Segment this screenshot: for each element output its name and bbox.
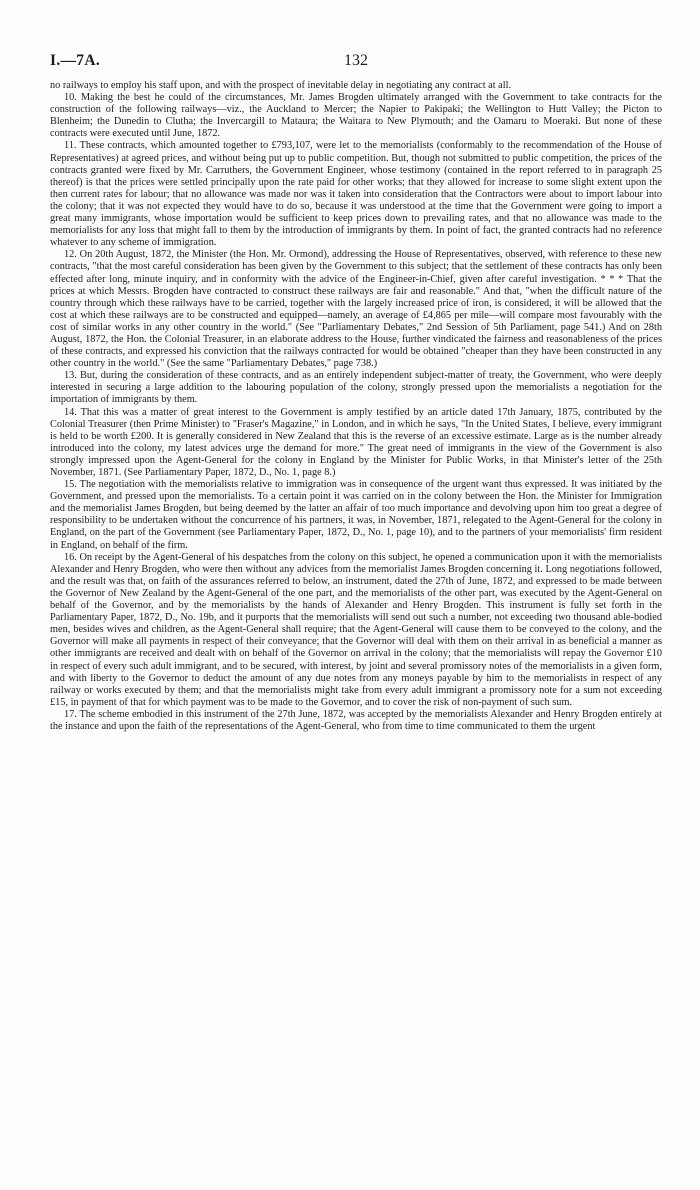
- page-header: [50, 52, 662, 76]
- paragraph-continuation: no railways to employ his staff upon, and with the prospect of inevitable delay in negotiating any contract at all.: [50, 80, 512, 91]
- document-body: [50, 80, 662, 733]
- paragraph-11: 11. These contracts, which amounted together to £793,107, were let to the memorialists (conformably to the recommendation of the House of Representatives) at agreed prices, and without being put up to public competition. But, though not submitted to public competition, the prices of the contracts granted were fixed by Mr. Carruthers, the Government Engineer, whose testimony (contained in the report referred to in paragraph 25 thereof) is that the prices were settled principally upon the rate paid for other works; that they allowed for increase to some slight extent upon the then current rates for labour; that no allowance was made nor was it taken into consideration that the Contractors were about to import labour into the colony; that it was not expected they would have to do so, because it was understood at the time that the Government were going to import a great many immigrants, whose importation would be sufficient to keep prices down to prevailing rates, and that no allowance was made to the memorialists for any loss that might fall to them by the introduction of immigrants by them. In point of fact, the granted contracts had no reference whatever to any scheme of immigration.: [50, 140, 662, 249]
- page-number: 132: [344, 52, 368, 69]
- paragraph-16: 16. On receipt by the Agent-General of his despatches from the colony on this subject, he opened a communication upon it with the memorialists Alexander and Henry Brogden, who were then without any advices from the memorialist James Brogden concerning it. Long negotiations followed, and the result was that, on faith of the assurances referred to below, an instrument, dated the 27th of June, 1872, and expressed to be made between the Governor of New Zealand by the Agent-General of the one part, and the memorialists of the other part, was executed by the Agent-General on behalf of the Governor, and by the memorialists by the hands of Alexander and Henry Brogden. This instrument is fully set forth in the Parliamentary Paper, 1872, D., No. 19b, and it purports that the memorialists will send out such a number, not exceeding two thousand able-bodied men, besides wives and children, as the Agent-General shall require; that the Agent-General will cause them to be conveyed to the colony, and the Governor will make all payments in respect of their conveyance; that the Governor will deal with them on their arrival in as beneficial a manner as other immigrants are received and dealt with on behalf of the Governor on arrival in the colony; that the memorialists will repay the Governor £10 in respect of every such adult immigrant, and to be secured, with interest, by joint and several promissory notes of the memorialists in a given form, and with liberty to the Governor to deduct the amount of any due notes from any moneys payable by him to the memorialists in respect of any railway or works executed by them; and that the memorialists might take from every adult immigrant a promissory note for a sum not exceeding £15, in payment of that for which payment was to be made to the Governor, and to cover the risk of non-payment of such sum.: [50, 551, 662, 708]
- paragraph-10: 10. Making the best he could of the circumstances, Mr. James Brogden ultimately arranged with the Government to take contracts for the construction of the following railways—viz., the Auckland to Mercer; the Napier to Pakipaki; the Wellington to Hutt Valley; the Picton to Blenheim; the Dunedin to Clutha; the Invercargill to Mataura; the Waitara to New Plymouth; and the Oamaru to Moeraki. But none of these contracts were executed until June, 1872.: [50, 92, 662, 140]
- paragraph-17: 17. The scheme embodied in this instrument of the 27th June, 1872, was accepted by the memorialists Alexander and Henry Brogden entirely at the instance and upon the faith of the representations of the Agent-General, who from time to time communicated to them the urgent: [50, 708, 662, 732]
- paragraph-12: 12. On 20th August, 1872, the Minister (the Hon. Mr. Ormond), addressing the House of Representatives, observed, with reference to these new contracts, "that the most careful consideration has been given by the Government to this subject; that the settlement of these contracts has only been effected after long, minute inquiry, and in conformity with the advice of the Engineer-in-Chief, given after careful investigation. * * * That the prices at which Messrs. Brogden have contracted to construct these railways are fair and reasonable." And that, "when the difficult nature of the country through which these railways have to be carried, together with the largely increased price of iron, is considered, it will be allowed that the cost at which these railways are to be constructed and equipped—namely, an average of £4,865 per mile—will compare most favourably with the cost of similar works in any other country in the world." (See "Parliamentary Debates," 2nd Session of 5th Parliament, page 541.) And on 28th August, 1872, the Hon. the Colonial Treasurer, in an elaborate address to the House, further vindicated the fairness and reasonableness of the prices of these contracts, and expressed his conviction that the railways contracted for would be obtained "cheaper than they have been constructed in any other country in the world." (See the same "Parliamentary Debates," page 738.): [50, 249, 662, 370]
- paragraph-15: 15. The negotiation with the memorialists relative to immigration was in consequence of the urgent want thus expressed. It was initiated by the Government, and pressed upon the memorialists. To a certain point it was carried on in the colony between the Hon. the Minister for Immigration and the memorialist James Brogden, but being deemed by the latter an affair of too much importance and devolving upon him too great a degree of responsibility to be undertaken without the concurrence of his partners, it was, in November, 1871, relegated to the Agent-General for the colony in England, on the part of the Government (see Parliamentary Paper, 1872, D., No. 1, page 10), and to the partners of your memorialists' firm resident in England, on behalf of the firm.: [50, 479, 662, 551]
- document-reference: I.—7A.: [50, 52, 101, 69]
- paragraph-13: 13. But, during the consideration of these contracts, and as an entirely independent subject-matter of treaty, the Government, who were deeply interested in securing a large addition to the labouring population of the colony, strongly pressed upon the memorialists a negotiation for the importation of immigrants by them.: [50, 370, 662, 406]
- paragraph-14: 14. That this was a matter of great interest to the Government is amply testified by an article dated 17th January, 1875, contributed by the Colonial Treasurer (then Prime Minister) to "Fraser's Magazine," in London, and in which he says, "In the United States, I believe, every immigrant is held to be worth £200. It is generally considered in New Zealand that this is the reverse of an excessive estimate. Large as is the number already introduced into the colony, my latest advices urge the demand for more." The great need of immigrants in the view of the Government is also strongly impressed upon the Agent-General for the colony in England by the Minister for Public Works, in that Minister's letter of the 25th November, 1871. (See Parliamentary Paper, 1872, D., No. 1, page 8.): [50, 406, 662, 478]
